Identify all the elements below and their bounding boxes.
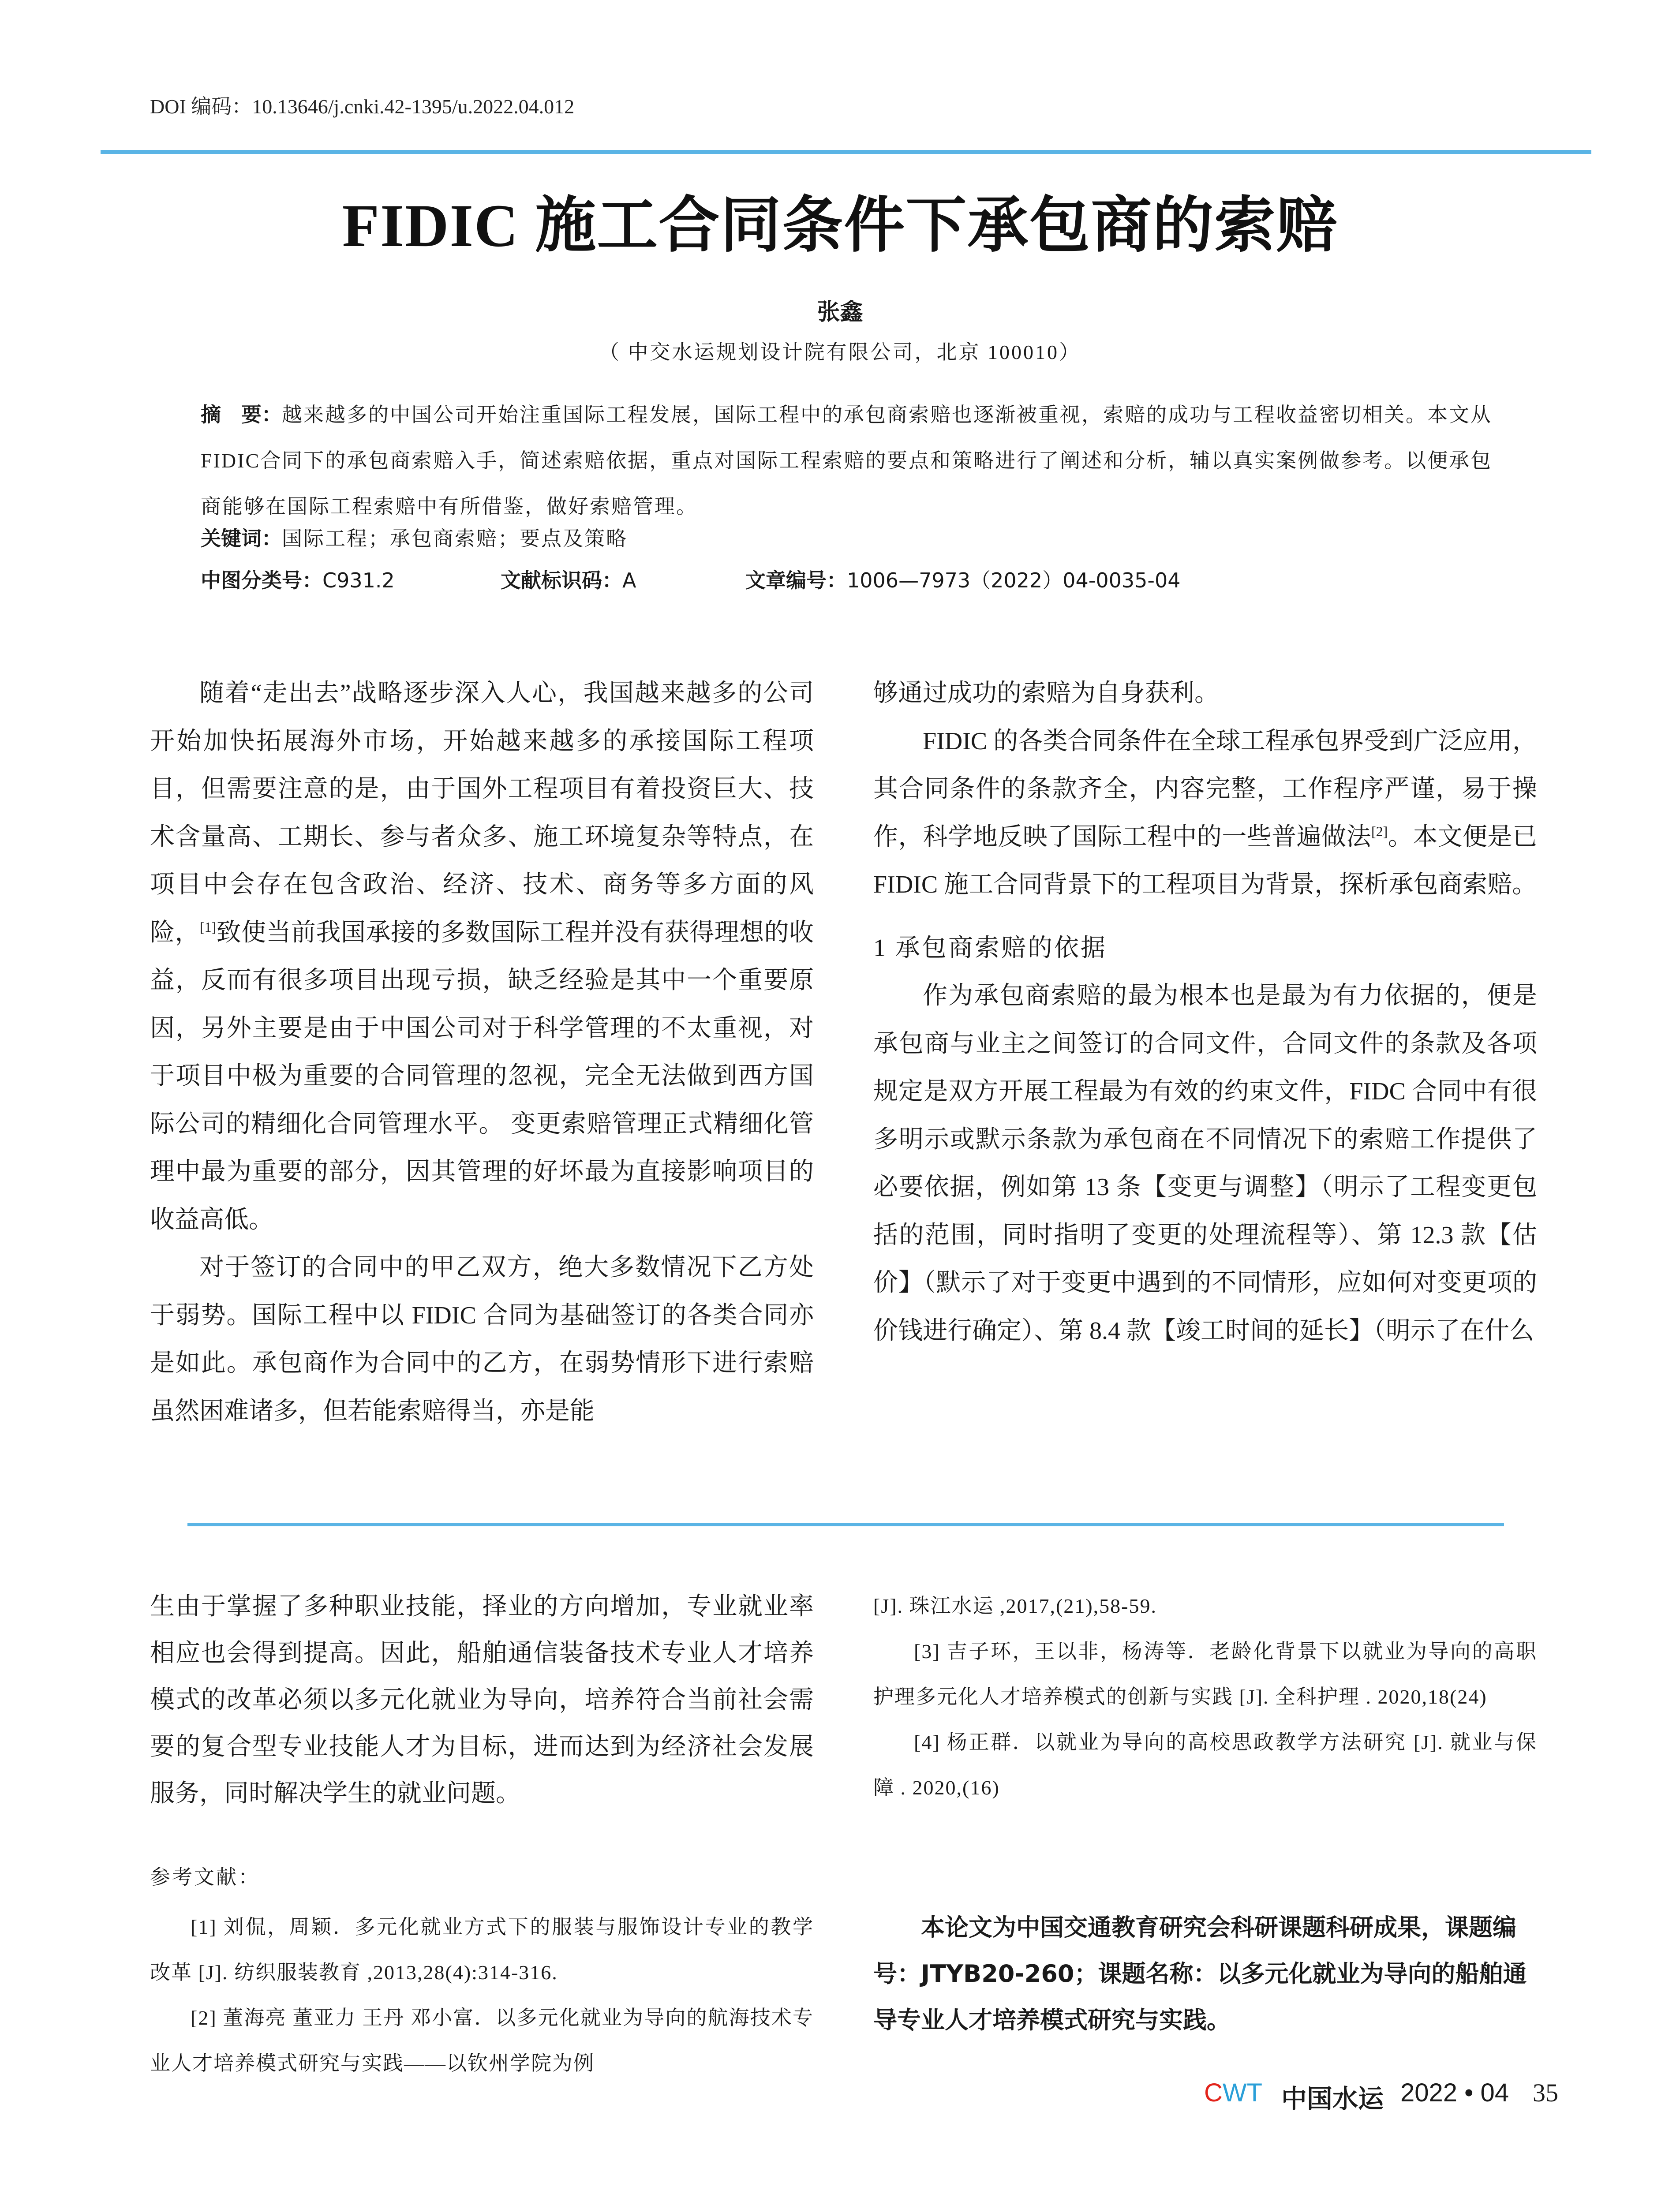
paragraph: 够通过成功的索赔为自身获利。 <box>873 680 1219 707</box>
paragraph: 作为承包商索赔的最为根本也是最为有力依据的，便是承包商与业主之间签订的合同文件，合同文件的条款及各项规定是双方开展工程最为有效的约束文件，FIDC 合同中有很多明示或默示条款为承包商在不同情况下的索赔工作提供了必要依据，例如第 13 条【变更与调整】（明示了工程变更包括的范围，同时指明了变更的处理流程等）、第 12.3 款【估价】（默示了对于变更中遇到的不同情形，应如何对变更项的价钱进行确定）、第 8.4 款【竣工时间的延长】（明示了在什么 <box>873 982 1537 1345</box>
body-left-column <box>150 669 814 1435</box>
abstract-text: 越来越多的中国公司开始注重国际工程发展，国际工程中的承包商索赔也逐渐被重视，索赔的成功与工程收益密切相关。本文从FIDIC合同下的承包商索赔入手，简述索赔依据，重点对国际工程索赔的要点和策略进行了阐述和分析，辅以真实案例做参考。以便承包商能够在国际工程索赔中有所借鉴，做好索赔管理。 <box>201 404 1493 518</box>
abstract <box>201 392 1506 530</box>
clc-number: 中图分类号：C931.2 <box>201 568 395 592</box>
reference-item: [3] 吉子环，王以非，杨涛等．老龄化背景下以就业为导向的高职护理多元化人才培养模式的创新与实践 [J]. 全科护理 . 2020,18(24) <box>873 1640 1537 1708</box>
references-heading: 参考文献： <box>150 1866 260 1888</box>
keywords <box>201 523 628 552</box>
reference-item: [4] 杨正群．以就业为导向的高校思政教学方法研究 [J]. 就业与保障 . 2020,(16) <box>873 1731 1537 1799</box>
doi-line: DOI 编码：10.13646/j.cnki.42-1395/u.2022.04.012 <box>150 95 575 118</box>
document-code: 文献标识码：A <box>501 568 636 592</box>
reference-item: [J]. 珠江水运 ,2017,(21),58-59. <box>873 1595 1157 1617</box>
citation: [2] <box>1371 823 1388 839</box>
journal-logo: CWT <box>1204 2078 1263 2107</box>
article-title: FIDIC 施工合同条件下承包商的索赔 <box>342 192 1338 259</box>
section-divider <box>187 1523 1504 1526</box>
author-affiliation: （ 中交水运规划设计院有限公司，北京 100010） <box>599 341 1081 363</box>
paragraph: FIDIC 的各类合同条件在全球工程承包界受到广泛应用，其合同条件的条款齐全，内容完整，工作程序严谨，易于操作，科学地反映了国际工程中的一些普遍做法[2]。本文便是已 FIDIC 施工合同背景下的工程项目为背景，探析承包商索赔。 <box>873 727 1538 898</box>
references-right <box>873 1583 1537 1810</box>
funding-note: 本论文为中国交通教育研究会科研课题科研成果，课题编号：JTYB20-260；课题名称：以多元化就业为导向的船舶通导专业人才培养模式研究与实践。 <box>873 1913 1527 2034</box>
keywords-label: 关键词： <box>201 527 282 550</box>
reference-item: [2] 董海亮 董亚力 王丹 邓小富．以多元化就业为导向的航海技术专业人才培养模式研究与实践——以钦州学院为例 <box>150 2007 814 2074</box>
journal-name: 中国水运 <box>1281 2085 1384 2113</box>
header-rule <box>101 150 1591 154</box>
paragraph: 对于签订的合同中的甲乙双方，绝大多数情况下乙方处于弱势。国际工程中以 FIDIC 合同为基础签订的各类合同亦是如此。承包商作为合同中的乙方，在弱势情形下进行索赔虽然困难诸多，但若能索赔得当，亦是能 <box>150 1254 814 1425</box>
lower-left-text: 生由于掌握了多种职业技能，择业的方向增加，专业就业率相应也会得到提高。因此，船舶通信装备技术专业人才培养模式的改革必须以多元化就业为导向，培养符合当前社会需要的复合型专业技能人才为目标，进而达到为经济社会发展服务，同时解决学生的就业问题。 <box>150 1593 814 1807</box>
citation: [1] <box>199 919 217 935</box>
issue-number: 2022 • 04 <box>1400 2078 1509 2107</box>
abstract-label: 摘 要： <box>201 403 282 426</box>
references-left <box>150 1904 814 2086</box>
paragraph: 随着“走出去”战略逐步深入人心，我国越来越多的公司开始加快拓展海外市场，开始越来越多的承接国际工程项目，但需要注意的是，由于国外工程项目有着投资巨大、技术含量高、工期长、参与者众多、施工环境复杂等特点，在项目中会存在包含政治、经济、技术、商务等多方面的风险，[1]致使当前我国承接的多数国际工程并没有获得理想的收益，反而有很多项目出现亏损，缺乏经验是其中一个重要原因，另外主要是由于中国公司对于科学管理的不太重视，对于项目中极为重要的合同管理的忽视，完全无法做到西方国际公司的精细化合同管理水平。 变更索赔管理正式精细化管理中最为重要的部分，因其管理的好坏最为直接影响项目的收益高低。 <box>150 680 814 1233</box>
keywords-text: 国际工程；承包商索赔；要点及策略 <box>282 527 628 550</box>
section-heading: 1 承包商索赔的依据 <box>873 934 1107 962</box>
body-right-column <box>873 669 1537 1355</box>
author-name: 张鑫 <box>817 299 863 325</box>
page-number: 35 <box>1533 2078 1558 2107</box>
article-number: 文章编号：1006—7973（2022）04-0035-04 <box>745 568 1181 592</box>
reference-item: [1] 刘侃，周颖．多元化就业方式下的服装与服饰设计专业的教学改革 [J]. 纺织服装教育 ,2013,28(4):314-316. <box>150 1916 814 1984</box>
